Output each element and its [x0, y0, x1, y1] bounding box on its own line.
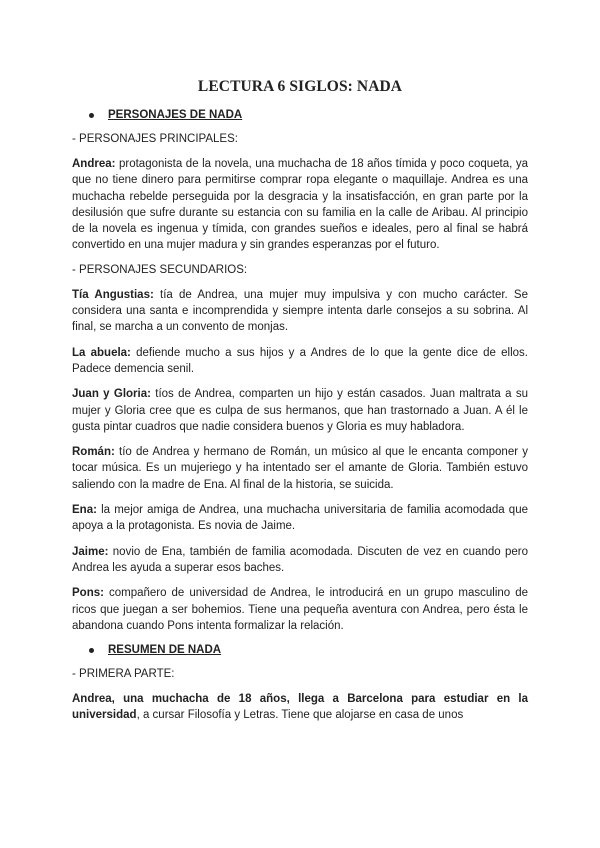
character-description: tía de Andrea, una mujer muy impulsiva y con mucho carácter. Se considera una santa e incomprendida y siempre intenta darle consejos a su sobrina. Al final, se marcha a un convento de monjas.: [72, 288, 528, 334]
character-name: Jaime:: [72, 545, 109, 558]
character-description: compañero de universidad de Andrea, le introducirá en un grupo masculino de ricos que juegan a ser bohemios. Tiene una pequeña aventura con Andrea, pero ésta le abandona cuando Pons intenta formalizar la relación.: [72, 587, 528, 632]
subheading-secundarios: - PERSONAJES SECUNDARIOS:: [72, 263, 248, 276]
section-heading-resumen: [108, 643, 528, 658]
document-page: [72, 78, 528, 733]
character-description: protagonista de la novela, una muchacha de 18 años tímida y poco coqueta, ya que no tiene dinero para permitirse comprar ropa elegante o maquillaje. Andrea es una muchacha rebelde perseguida por la desgracia y la insatisfacción, en gran parte por la desilusión que sufre durante su estancia con su familia en la calle de Aribau. Al principio de la novela es ingenua y tímida, con grandes sueños e ideales, pero al final se habrá convertido en una mujer madura y sin grandes esperanzas por el futuro.: [72, 158, 528, 252]
summary-paragraph: [72, 691, 528, 724]
subheading-primera-parte: - PRIMERA PARTE:: [72, 668, 175, 681]
character-name: Ena:: [72, 504, 97, 517]
section-heading-label: RESUMEN DE NADA: [108, 644, 222, 657]
character-description: novio de Ena, también de familia acomodada. Discuten de vez en cuando pero Andrea les ayuda a superar esos baches.: [72, 545, 528, 574]
character-name: Román:: [72, 446, 115, 459]
character-paragraph-andrea: [72, 156, 528, 254]
character-paragraph-jaime: [72, 544, 528, 577]
character-description: la mejor amiga de Andrea, una muchacha universitaria de familia acomodada que apoya a la protagonista. Es novia de Jaime.: [72, 504, 528, 533]
character-paragraph-tia-angustias: [72, 287, 528, 336]
document-title: LECTURA 6 SIGLOS: NADA: [197, 78, 403, 95]
summary-text: , a cursar Filosofía y Letras. Tiene que alojarse en casa de unos: [136, 709, 464, 722]
section-heading-label: PERSONAJES DE NADA: [108, 109, 243, 121]
character-paragraph-pons: [72, 585, 528, 634]
character-description: tío de Andrea y hermano de Román, un músico al que le encanta componer y tocar música. Es un mujeriego y ha intentado ser el amante de Gloria. También estuvo saliendo con la madre de Ena. Al final de la historia, se suicida.: [72, 446, 528, 491]
character-paragraph-ena: [72, 502, 528, 535]
character-name: Pons:: [72, 587, 104, 600]
character-description: defiende mucho a sus hijos y a Andres de lo que la gente dice de ellos. Padece demencia senil.: [72, 346, 528, 375]
character-name: Tía Angustias:: [72, 288, 154, 301]
character-description: tíos de Andrea, comparten un hijo y están casados. Juan maltrata a su mujer y Gloria cree que es culpa de sus hermanos, que han trastornado a Juan. A él le gusta pintar cuadros que nadie considera buenos y Gloria es muy habladora.: [72, 388, 528, 433]
character-paragraph-roman: [72, 444, 528, 493]
character-name: Andrea:: [72, 158, 116, 170]
bullet-icon: [89, 113, 94, 118]
section-heading-personajes: [108, 108, 528, 123]
subheading-principales: - PERSONAJES PRINCIPALES:: [72, 133, 238, 145]
character-paragraph-la-abuela: [72, 345, 528, 378]
summary-bold-text: Andrea, una muchacha de 18 años, llega a Barcelona para estudiar en la universidad: [72, 693, 528, 722]
character-name: Juan y Gloria:: [72, 388, 151, 401]
character-paragraph-juan-y-gloria: [72, 386, 528, 435]
bullet-icon: [89, 648, 94, 653]
character-name: La abuela:: [72, 346, 131, 359]
